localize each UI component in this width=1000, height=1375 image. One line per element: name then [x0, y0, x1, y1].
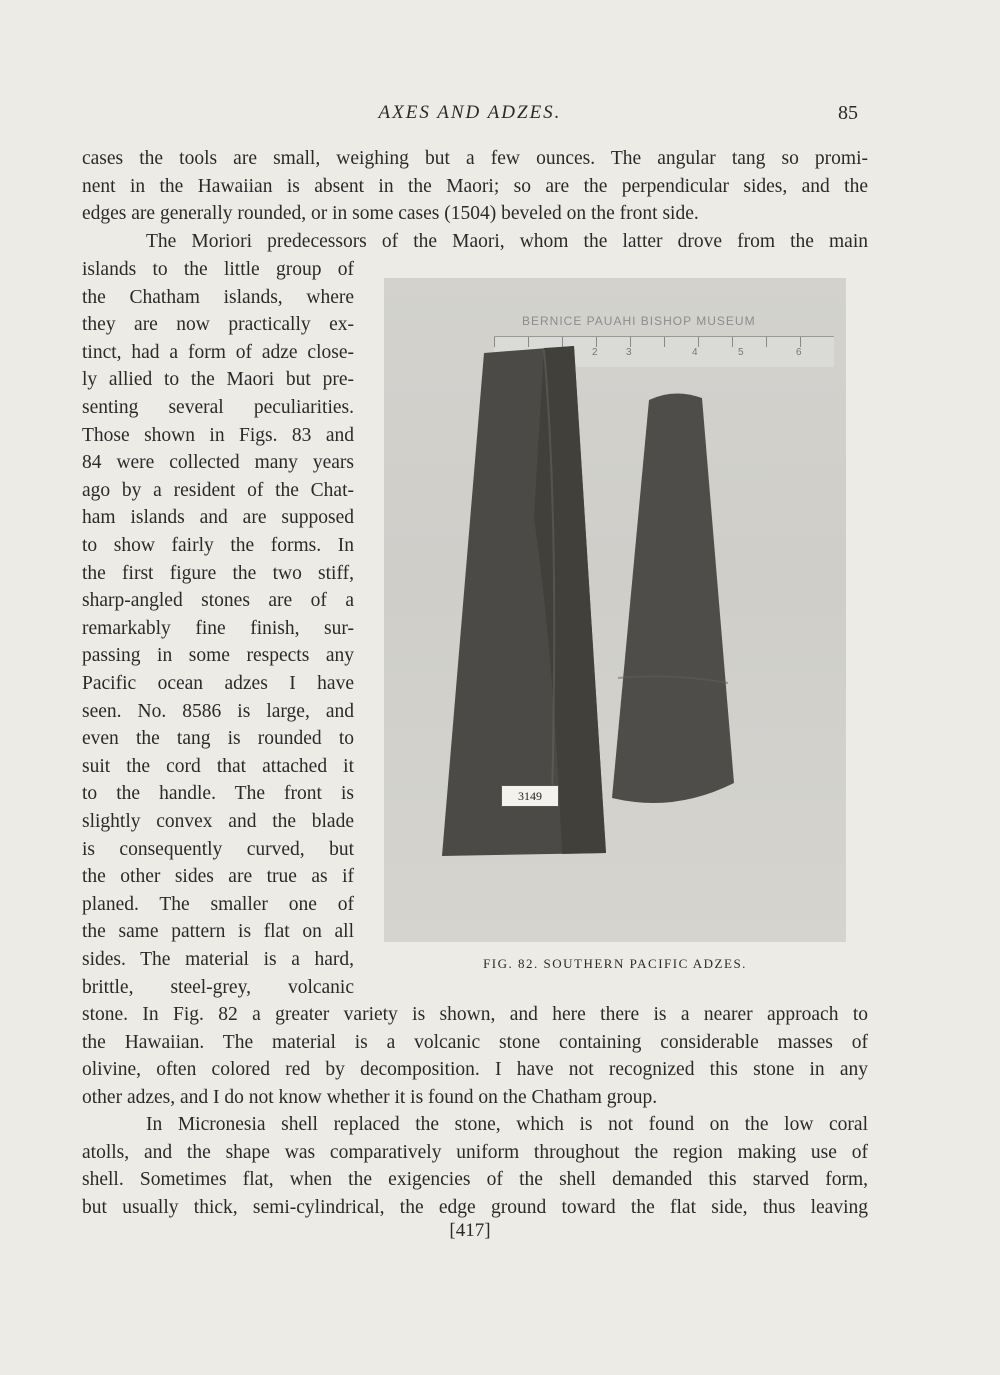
text-line: suit the cord that attached it [82, 755, 354, 777]
text-line: they are now practically ex- [82, 314, 354, 336]
text-line: atolls, and the shape was comparatively uniform throughout the region making use of [82, 1141, 868, 1163]
ruler-number: 3 [626, 347, 632, 358]
catalog-number-tag: 3149 [501, 785, 559, 807]
text-line: the Chatham islands, where [82, 286, 354, 308]
text-line: even the tang is rounded to [82, 728, 354, 750]
text-line: Pacific ocean adzes I have [82, 673, 354, 694]
text-line: edges are generally rounded, or in some cases (1504) beveled on the front side. [82, 203, 699, 224]
text-line: seen. No. 8586 is large, and [82, 700, 354, 722]
text-line: cases the tools are small, weighing but a few ounces. The angular tang so promi- [82, 148, 868, 169]
text-line: the first figure the two stiff, [82, 562, 354, 584]
text-line: ago by a resident of the Chat- [82, 479, 354, 501]
text-line: the same pattern is flat on all [82, 921, 354, 943]
museum-label: BERNICE PAUAHI BISHOP MUSEUM [522, 314, 756, 328]
right-adze [612, 393, 734, 803]
text-line: ham islands and are supposed [82, 507, 354, 529]
text-line: ly allied to the Maori but pre- [82, 369, 354, 391]
text-line: sharp-angled stones are of a [82, 590, 354, 612]
figure-caption: FIG. 82. SOUTHERN PACIFIC ADZES. [483, 956, 747, 971]
text-line: slightly convex and the blade [82, 811, 354, 832]
text-line: passing in some respects any [82, 645, 354, 667]
figure-photograph [384, 278, 846, 942]
text-line: the other sides are true as if [82, 866, 354, 888]
ruler-number: 4 [692, 347, 698, 358]
text-line: olivine, often colored red by decomposition. I have not recognized this stone in any [82, 1059, 868, 1080]
text-line: to the handle. The front is [82, 783, 354, 805]
text-line: brittle, steel-grey, volcanic [82, 976, 354, 998]
paragraph-first-line: In Micronesia shell replaced the stone, which is not found on the low coral [146, 1114, 868, 1135]
text-line: islands to the little group of [82, 259, 354, 280]
text-line: 84 were collected many years [82, 452, 354, 474]
text-line: Those shown in Figs. 83 and [82, 424, 354, 446]
text-line: is consequently curved, but [82, 838, 354, 860]
text-line: planed. The smaller one of [82, 893, 354, 915]
text-line: nent in the Hawaiian is absent in the Maori; so are the perpendicular sides, and the [82, 176, 868, 197]
text-line: but usually thick, semi-cylindrical, the edge ground toward the flat side, thus leaving [82, 1196, 868, 1218]
paragraph-first-line: The Moriori predecessors of the Maori, whom the latter drove from the main [146, 231, 868, 252]
ruler-number: 5 [738, 347, 744, 358]
adzes-illustration [384, 278, 846, 942]
text-line: other adzes, and I do not know whether it is found on the Chatham group. [82, 1086, 658, 1108]
text-line: remarkably fine finish, sur- [82, 617, 354, 639]
text-line: sides. The material is a hard, [82, 949, 354, 970]
text-line: to show fairly the forms. In [82, 535, 354, 556]
ruler-number: 6 [796, 347, 802, 358]
text-line: senting several peculiarities. [82, 397, 354, 418]
text-line: shell. Sometimes flat, when the exigencies of the shell demanded this starved form, [82, 1169, 868, 1190]
page-number: 85 [838, 102, 858, 124]
ruler-number: 2 [592, 347, 598, 358]
running-header [0, 102, 1000, 132]
running-title: AXES AND ADZES. [378, 102, 562, 123]
text-line: stone. In Fig. 82 a greater variety is shown, and here there is a nearer approach to [82, 1004, 868, 1025]
text-line: the Hawaiian. The material is a volcanic stone containing considerable masses of [82, 1031, 868, 1053]
text-line: tinct, had a form of adze close- [82, 341, 354, 363]
signature-mark: [417] [449, 1220, 491, 1241]
